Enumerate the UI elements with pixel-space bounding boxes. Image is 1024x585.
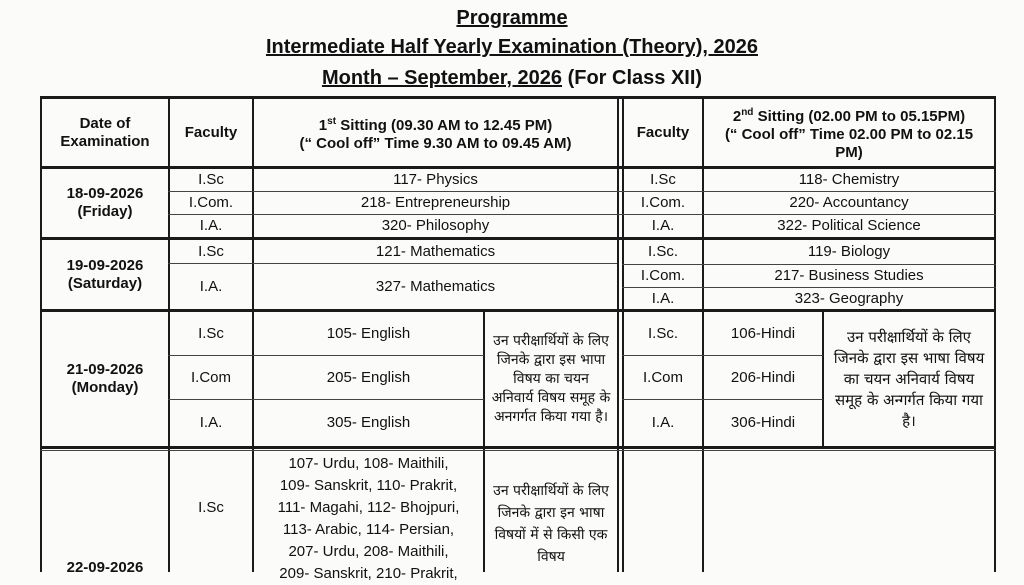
subject-line: 207- Urdu, 208- Maithili, [288, 543, 449, 560]
subject-line: 113- Arabic, 114- Persian, [282, 521, 455, 538]
subject-cell: 217- Business Studies [774, 267, 924, 284]
faculty-cell: I.A. [651, 414, 675, 431]
subject-cell: 327- Mathematics [375, 277, 496, 295]
sitting-2-cool-off: (“ Cool off” Time 02.00 PM to 02.15 PM) [724, 125, 974, 161]
faculty-cell: I.Com [190, 368, 231, 386]
subject-cell: 119- Biology [807, 243, 891, 260]
faculty-cell: I.Com. [188, 194, 234, 211]
faculty-cell: I.Com. [640, 194, 686, 211]
note-divider [483, 448, 485, 572]
day-value: (Friday) [77, 203, 133, 220]
note-divider [483, 311, 485, 448]
page-subtitle: Intermediate Half Yearly Examination (Theory), 2026 [265, 36, 759, 58]
subject-cell: 206-Hindi [730, 368, 796, 386]
faculty-cell: I.A. [199, 217, 223, 234]
subject-cell: 320- Philosophy [381, 217, 490, 234]
faculty-cell: I.Sc. [647, 324, 678, 342]
sitting-1-cool-off: (“ Cool off” Time 9.30 AM to 09.45 AM) [299, 134, 572, 152]
subject-cell: 322- Political Science [777, 217, 921, 234]
header-sitting-1 [254, 99, 617, 166]
date-value: 19-09-2026 [66, 256, 144, 274]
sitting-1-time: 1st Sitting (09.30 AM to 12.45 PM) [318, 115, 553, 134]
subject-cell: 218- Entrepreneurship [360, 194, 511, 211]
subject-cell: 323- Geography [794, 289, 904, 307]
faculty-cell: I.A. [651, 289, 675, 307]
row3-date [42, 312, 168, 446]
language-note: उन परीक्षार्थियों के लिए जिनके द्वारा इस भापा विषय का चयन अनिवार्य विषय समूह के अनगर्गत किया गया है। [491, 332, 611, 425]
sitting-2-time: 2nd Sitting (02.00 PM to 05.15PM) [732, 106, 966, 125]
subject-list [254, 453, 483, 585]
row2-date [42, 240, 168, 309]
subject-cell: 220- Accountancy [789, 194, 909, 211]
faculty-cell: I.Sc [198, 171, 224, 188]
header-sitting-2 [704, 99, 994, 166]
month-line: Month – September, 2026 (For Class XII) [321, 67, 703, 89]
faculty-cell: I.Com. [640, 267, 686, 284]
subject-cell: 306-Hindi [730, 414, 796, 431]
header-faculty-1: Faculty [184, 123, 238, 141]
faculty-cell: I.A. [199, 277, 223, 295]
subject-cell: 121- Mathematics [375, 242, 496, 260]
subject-line: 109- Sanskrit, 110- Prakrit, [279, 477, 458, 494]
faculty-cell: I.Sc. [647, 243, 678, 260]
faculty-cell: I.Sc [198, 242, 224, 260]
row-divider [40, 446, 996, 449]
faculty-cell: I.Sc [198, 499, 224, 516]
header-date: Date of Examination [60, 114, 150, 150]
date-value: 18-09-2026 [66, 185, 144, 202]
subject-cell: 117- Physics [393, 171, 478, 188]
day-value: (Monday) [71, 379, 139, 396]
header-faculty-2: Faculty [636, 123, 690, 141]
faculty-cell: I.A. [199, 414, 223, 431]
subject-cell: 305- English [326, 414, 411, 431]
day-value: (Saturday) [67, 274, 143, 292]
faculty-cell: I.Sc [198, 324, 224, 342]
language-note: उन परीक्षार्थियों के लिए जिनके द्वारा इन भाषा विषयों में से किसी एक विषय [493, 483, 609, 565]
row1-date [42, 169, 168, 237]
date-value: 21-09-2026 [66, 361, 144, 378]
faculty-cell: I.Sc [650, 171, 676, 188]
subject-line: 111- Magahi, 112- Bhojpuri, [277, 499, 460, 516]
faculty-cell: I.A. [651, 217, 675, 234]
subject-cell: 205- English [326, 368, 411, 386]
subject-cell: 118- Chemistry [798, 171, 900, 188]
language-note: उन परीक्षार्थियों के लिए जिनके द्वारा इस भाषा विषय का चयन अनिवार्य विषय समूह के अन्गर्गत किया गया है। [833, 327, 985, 430]
note-divider [822, 311, 824, 448]
row4-date: 22-09-2026 [66, 559, 144, 576]
subject-cell: 106-Hindi [730, 324, 796, 342]
subject-line: 209- Sanskrit, 210- Prakrit, [279, 565, 458, 582]
subject-line: 107- Urdu, 108- Maithili, [288, 455, 449, 472]
page-title: Programme [456, 7, 568, 29]
row-line [40, 450, 996, 451]
faculty-cell: I.Com [642, 368, 683, 386]
subject-cell: 105- English [326, 324, 411, 342]
